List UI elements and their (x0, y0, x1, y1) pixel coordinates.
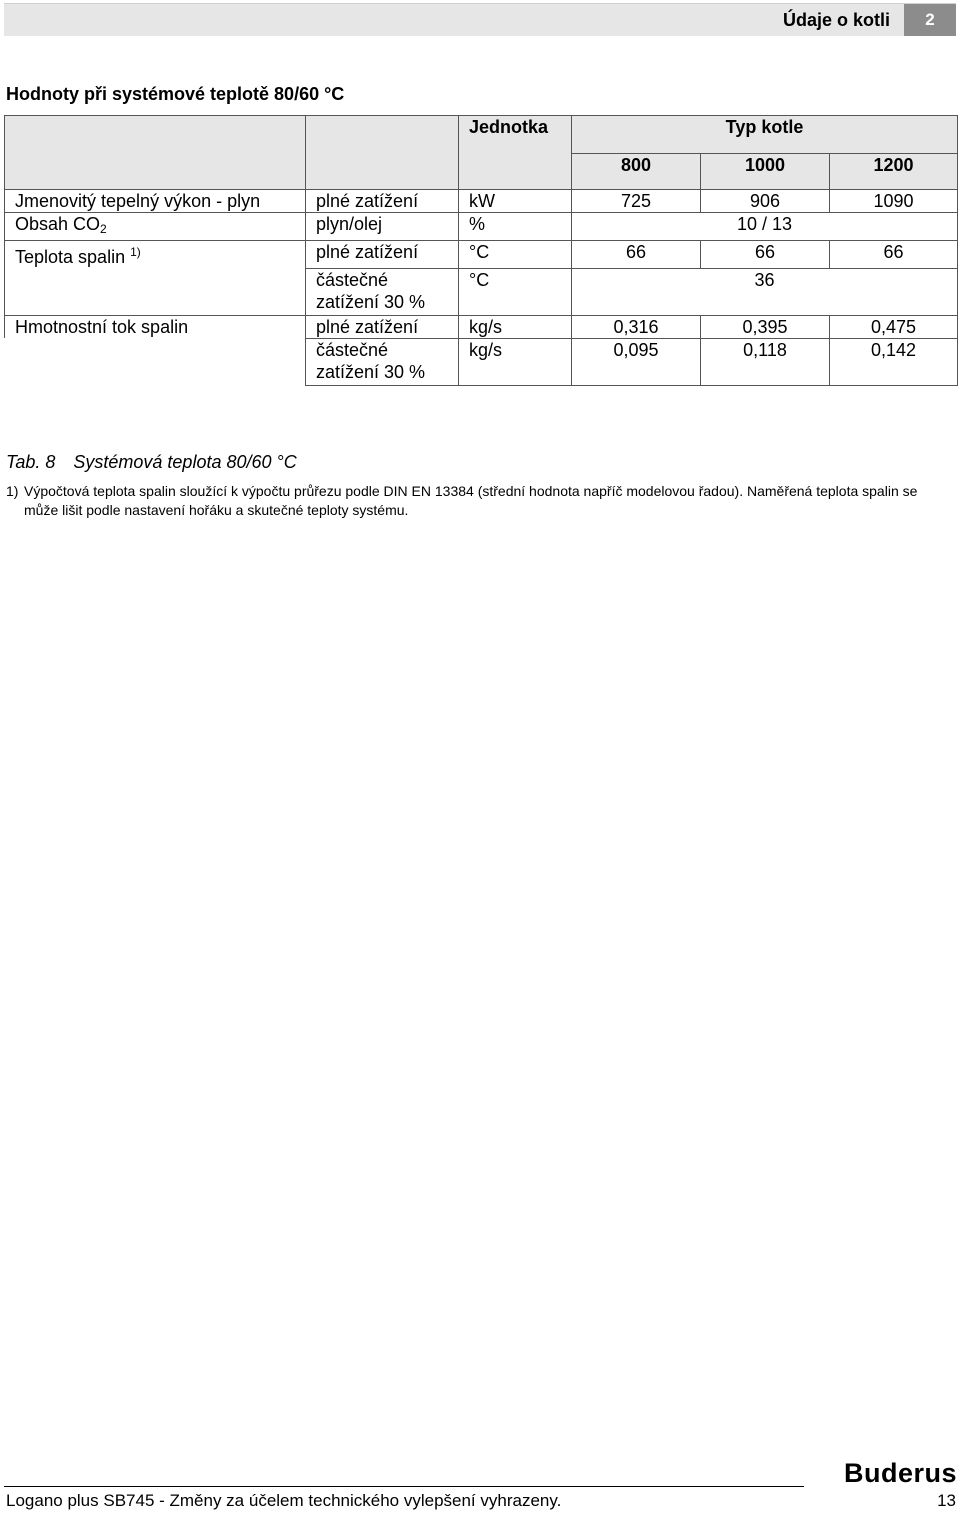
table-header-row (5, 116, 958, 154)
param-cell: Obsah $CO_2$ (5, 213, 306, 241)
value-cell: 725 (572, 190, 701, 213)
param-cell: Teplota spalin $^{1)}$ (5, 241, 306, 269)
footnote-marker: 1) (6, 483, 19, 499)
value-cell: 36 (572, 268, 958, 315)
value-cell: 906 (701, 190, 830, 213)
page-number: 13 (937, 1491, 956, 1510)
table-row (5, 315, 958, 338)
value-cell: 66 (701, 241, 830, 269)
value-cell: 10 / 13 (572, 213, 958, 241)
unit-cell: % (459, 213, 572, 241)
value-cell: 0,316 (572, 315, 701, 338)
buderus-logo: Buderus (843, 1458, 957, 1488)
boiler-type-header: Typ kotle (572, 116, 958, 154)
section-heading: Hodnoty při systémové teplotě 80/60 °C (6, 84, 345, 104)
footer-text: Logano plus SB745 - Změny za účelem technického vylepšení vyhrazeny. (6, 1491, 562, 1510)
param-cell: Jmenovitý tepelný výkon - plyn (5, 190, 306, 213)
condition-cell: plné zatížení (306, 190, 459, 213)
footnote (6, 482, 951, 520)
condition-cell: částečné zatížení 30 % (306, 268, 459, 315)
unit-cell: °C (459, 268, 572, 315)
unit-cell: kg/s (459, 315, 572, 338)
model-header: 800 (572, 154, 701, 190)
condition-cell: plyn/olej (306, 213, 459, 241)
value-cell: 0,395 (701, 315, 830, 338)
table-row (5, 268, 958, 315)
unit-cell: kW (459, 190, 572, 213)
table-row (5, 338, 958, 385)
value-cell: 0,475 (830, 315, 958, 338)
condition-cell: částečné zatížení 30 % (306, 338, 459, 385)
table-caption-text: Systémová teplota 80/60 °C (73, 452, 297, 472)
value-cell: 0,095 (572, 338, 701, 385)
table-number: Tab. 8 (6, 452, 56, 472)
table-row (5, 213, 958, 241)
value-cell: 66 (830, 241, 958, 269)
footnote-text: Výpočtová teplota spalin sloužící k výpočtu průřezu podle DIN EN 13384 (střední hodnota napříč modelovou řadou). Naměřená teplota spalin se může lišit podle nastavení hořáku a skutečné teploty systému. (24, 483, 918, 518)
unit-cell: kg/s (459, 338, 572, 385)
model-header: 1200 (830, 154, 958, 190)
footer-divider (4, 1486, 804, 1487)
table-row (5, 241, 958, 269)
value-cell: 0,142 (830, 338, 958, 385)
page-header (4, 3, 956, 36)
unit-column-header: Jednotka (459, 116, 572, 154)
model-header: 1000 (701, 154, 830, 190)
condition-cell: plné zatížení (306, 315, 459, 338)
value-cell: 1090 (830, 190, 958, 213)
unit-cell: °C (459, 241, 572, 269)
param-cell: Hmotnostní tok spalin (5, 315, 306, 338)
condition-cell: plné zatížení (306, 241, 459, 269)
table-row (5, 190, 958, 213)
chapter-number: 2 (904, 4, 956, 36)
data-table (4, 115, 958, 386)
value-cell: 66 (572, 241, 701, 269)
chapter-title: Údaje o kotli (782, 10, 890, 30)
table-caption (6, 452, 297, 473)
value-cell: 0,118 (701, 338, 830, 385)
table-model-row (5, 154, 958, 190)
